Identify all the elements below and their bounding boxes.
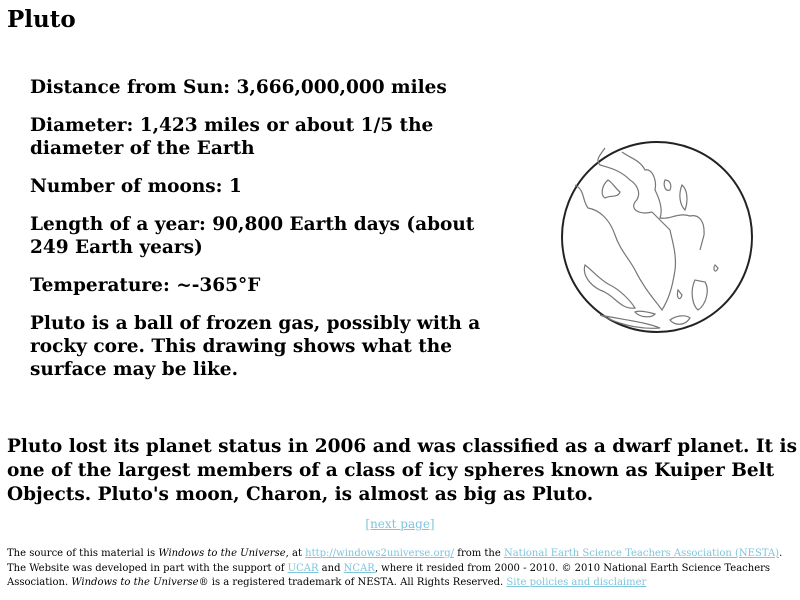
footer-text: and (318, 562, 344, 574)
fact-distance: Distance from Sun: 3,666,000,000 miles (30, 77, 447, 98)
facts-list (30, 76, 500, 396)
fact-diameter: Diameter: 1,423 miles or about 1/5 the diameter of the Earth (30, 115, 434, 159)
summary-paragraph: Pluto lost its planet status in 2006 and was classified as a dwarf planet. It is one of the largest members of a class of icy spheres known as Kuiper Belt Objects. Pluto's moon, Charon, is almost as big as Pluto. (7, 436, 797, 505)
next-page-link[interactable]: [next page] (365, 517, 435, 531)
nesta-link[interactable]: National Earth Science Teachers Association (NESTA) (503, 548, 780, 559)
ncar-link[interactable]: NCAR (343, 562, 375, 574)
footer-text: from the (454, 548, 504, 559)
page-title: Pluto (7, 6, 76, 33)
fact-temperature: Temperature: ~-365°F (30, 275, 261, 296)
footer-text: is a registered trademark of NESTA. All Rights Reserved. (208, 577, 507, 588)
footer-text: . The Website was developed in part with the support of (7, 548, 783, 574)
footer-text: , where it resided from 2000 - 2010. © 2010 National Earth Science Teachers Association. (7, 562, 771, 588)
fact-description: Pluto is a ball of frozen gas, possibly with a rocky core. This drawing shows what the surface may be like. (30, 313, 481, 380)
w2u-url-link[interactable]: http://windows2universe.org/ (305, 548, 455, 559)
footer (7, 547, 797, 591)
fact-year: Length of a year: 90,800 Earth days (about 249 Earth years) (30, 214, 475, 258)
fact-moons: Number of moons: 1 (30, 176, 242, 197)
ucar-link[interactable]: UCAR (287, 562, 319, 574)
footer-text: , at (285, 548, 306, 559)
footer-text: Windows to the Universe (158, 548, 286, 559)
pluto-drawing (560, 140, 755, 335)
footer-text: Windows to the Universe® (71, 577, 209, 588)
site-policies-link[interactable]: Site policies and disclaimer (506, 577, 647, 588)
footer-text: The source of this material is (7, 548, 159, 559)
